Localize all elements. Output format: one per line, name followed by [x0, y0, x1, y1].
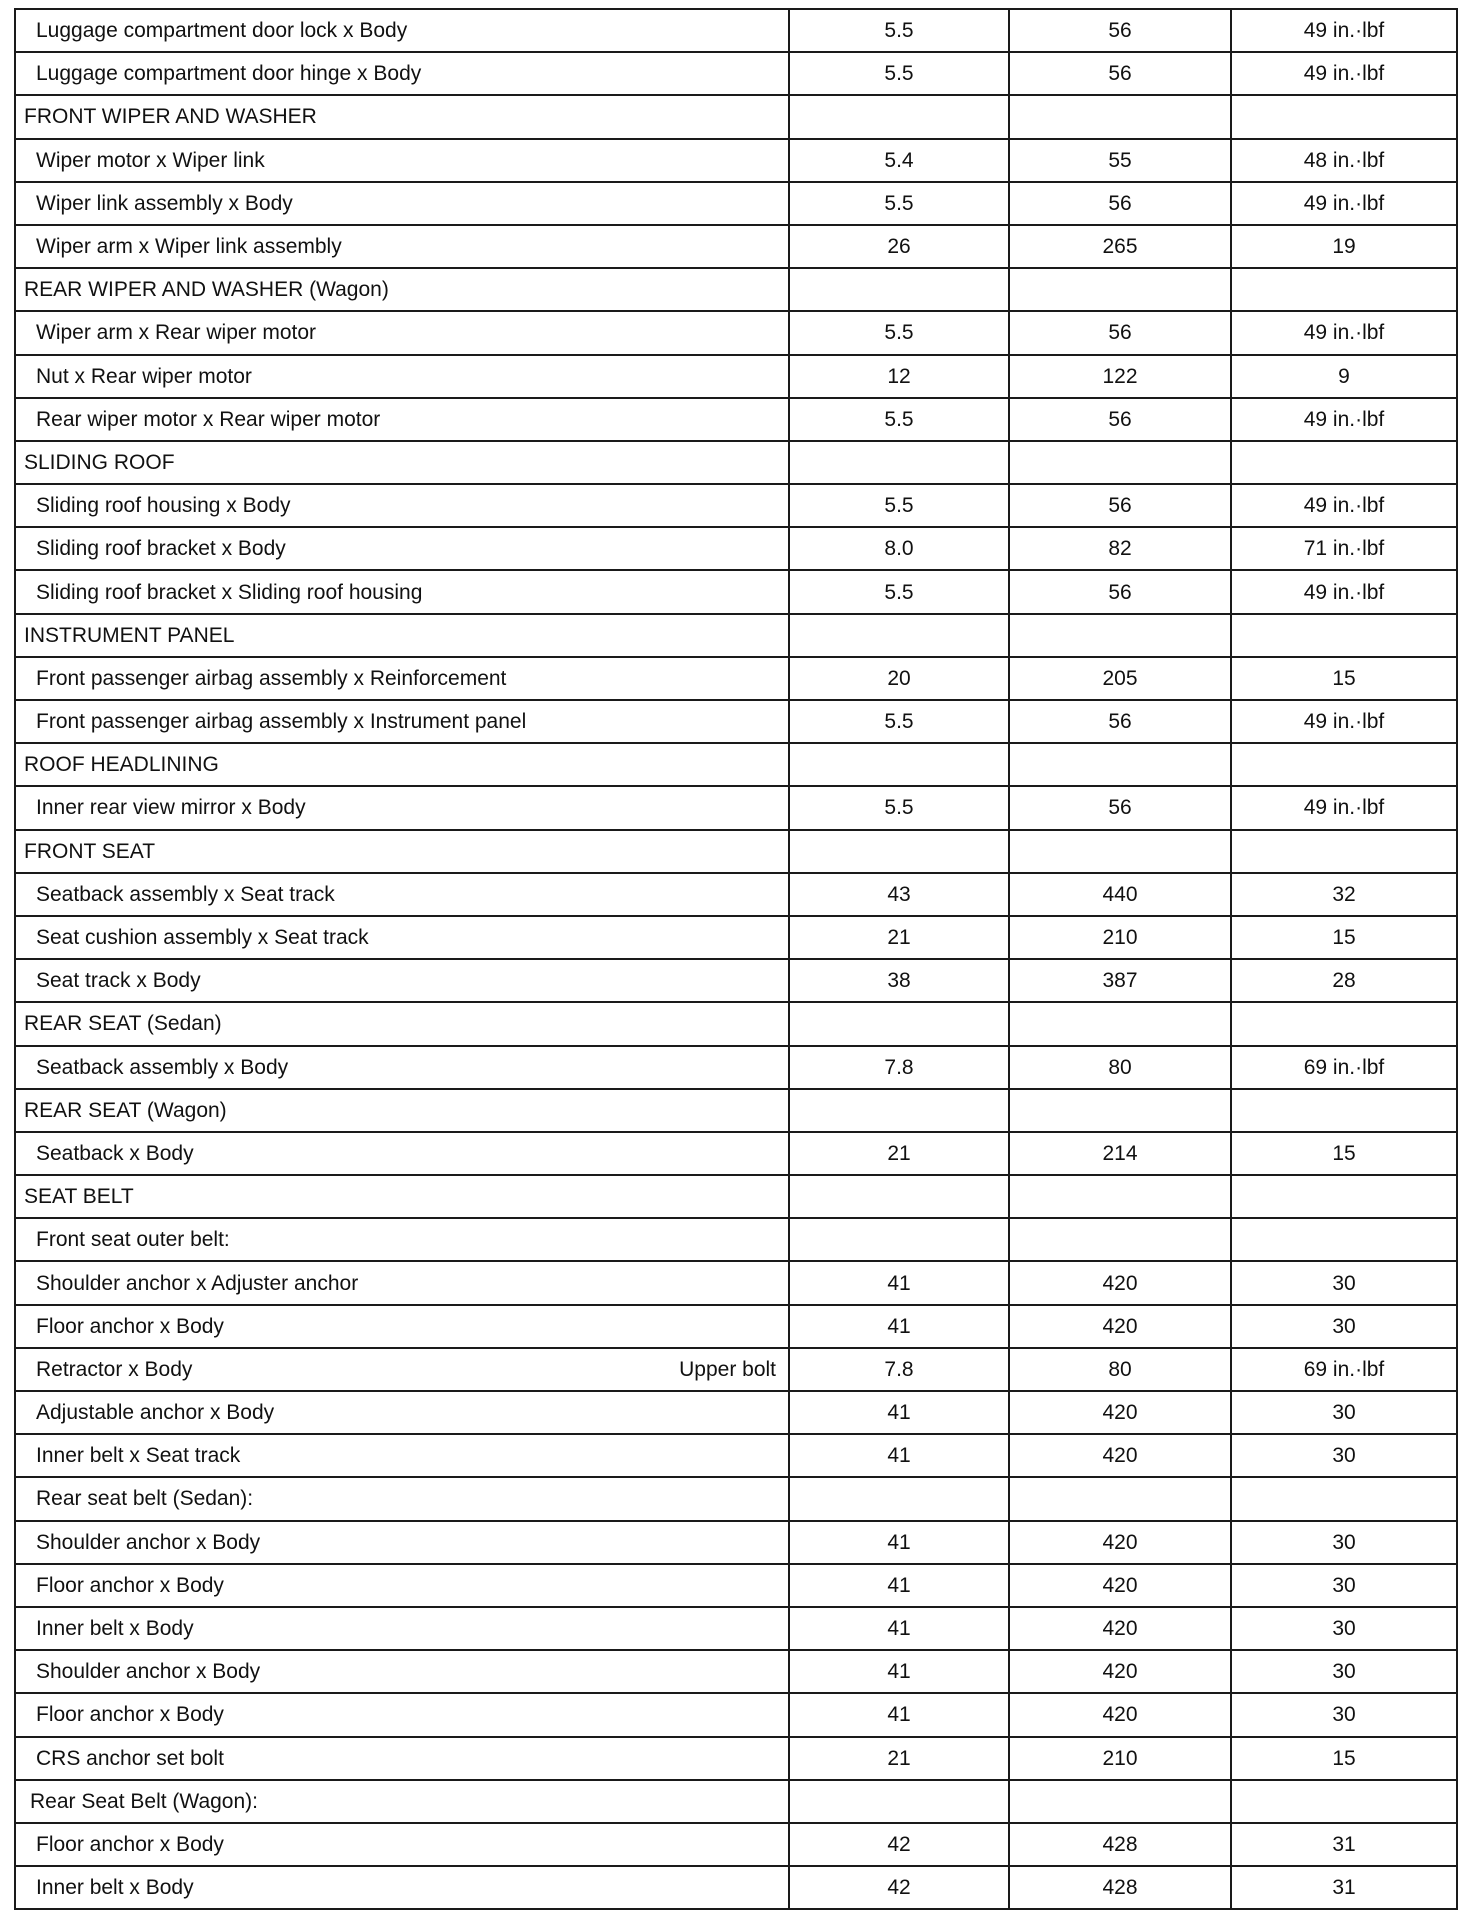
- torque-specification-table: [14, 8, 1458, 1910]
- torque-nm-cell: 5.5: [789, 700, 1009, 743]
- torque-ft-lbf-cell: [1231, 1218, 1457, 1261]
- part-cell: [15, 1434, 789, 1477]
- table-row: [15, 1693, 1457, 1736]
- part-label: Floor anchor x Body: [36, 1832, 224, 1856]
- part-cell: [15, 95, 789, 138]
- torque-kgf-cm-cell: 420: [1009, 1261, 1231, 1304]
- torque-ft-lbf-cell: 49 in.·lbf: [1231, 398, 1457, 441]
- table-row: [15, 1391, 1457, 1434]
- torque-nm-cell: 5.5: [789, 9, 1009, 52]
- part-label: Wiper motor x Wiper link: [36, 148, 265, 172]
- part-cell: [15, 959, 789, 1002]
- torque-ft-lbf-cell: 30: [1231, 1607, 1457, 1650]
- section-title: INSTRUMENT PANEL: [24, 623, 235, 647]
- torque-kgf-cm-cell: 420: [1009, 1434, 1231, 1477]
- torque-kgf-cm-cell: 56: [1009, 182, 1231, 225]
- torque-nm-cell: 41: [789, 1391, 1009, 1434]
- part-cell: [15, 614, 789, 657]
- torque-nm-cell: 41: [789, 1607, 1009, 1650]
- torque-kgf-cm-cell: 80: [1009, 1348, 1231, 1391]
- part-label: Seat track x Body: [36, 969, 201, 993]
- table-row: [15, 484, 1457, 527]
- torque-kgf-cm-cell: [1009, 268, 1231, 311]
- torque-kgf-cm-cell: 56: [1009, 398, 1231, 441]
- table-row: [15, 1823, 1457, 1866]
- torque-kgf-cm-cell: 420: [1009, 1521, 1231, 1564]
- part-cell: [15, 1046, 789, 1089]
- torque-ft-lbf-cell: [1231, 1089, 1457, 1132]
- torque-ft-lbf-cell: 15: [1231, 1737, 1457, 1780]
- part-label: Sliding roof housing x Body: [36, 494, 291, 518]
- torque-ft-lbf-cell: 49 in.·lbf: [1231, 9, 1457, 52]
- table-row: [15, 570, 1457, 613]
- torque-nm-cell: [789, 1002, 1009, 1045]
- table-row: [15, 182, 1457, 225]
- torque-nm-cell: [789, 268, 1009, 311]
- part-label: Seatback assembly x Body: [36, 1055, 289, 1079]
- torque-ft-lbf-cell: [1231, 614, 1457, 657]
- part-cell: [15, 268, 789, 311]
- torque-kgf-cm-cell: 122: [1009, 355, 1231, 398]
- part-label: Rear wiper motor x Rear wiper motor: [36, 407, 381, 431]
- section-header-row: [15, 95, 1457, 138]
- table-row: [15, 9, 1457, 52]
- section-title: REAR WIPER AND WASHER (Wagon): [24, 278, 389, 302]
- torque-ft-lbf-cell: 9: [1231, 355, 1457, 398]
- torque-ft-lbf-cell: 15: [1231, 1132, 1457, 1175]
- torque-ft-lbf-cell: [1231, 1175, 1457, 1218]
- part-cell: [15, 657, 789, 700]
- torque-ft-lbf-cell: [1231, 830, 1457, 873]
- torque-kgf-cm-cell: 55: [1009, 139, 1231, 182]
- part-label: Inner belt x Body: [36, 1876, 194, 1900]
- part-cell: [15, 570, 789, 613]
- torque-ft-lbf-cell: [1231, 95, 1457, 138]
- torque-ft-lbf-cell: 69 in.·lbf: [1231, 1348, 1457, 1391]
- torque-nm-cell: 41: [789, 1564, 1009, 1607]
- part-cell: [15, 1866, 789, 1909]
- table-row: [15, 1866, 1457, 1909]
- section-header-row: [15, 441, 1457, 484]
- part-cell: [15, 1693, 789, 1736]
- table-row: [15, 1607, 1457, 1650]
- torque-ft-lbf-cell: 49 in.·lbf: [1231, 182, 1457, 225]
- torque-nm-cell: [789, 441, 1009, 484]
- torque-ft-lbf-cell: 48 in.·lbf: [1231, 139, 1457, 182]
- part-label: Adjustable anchor x Body: [36, 1401, 275, 1425]
- part-cell: [15, 1780, 789, 1823]
- torque-kgf-cm-cell: 420: [1009, 1564, 1231, 1607]
- torque-kgf-cm-cell: 387: [1009, 959, 1231, 1002]
- torque-ft-lbf-cell: 30: [1231, 1391, 1457, 1434]
- table-row: [15, 700, 1457, 743]
- torque-nm-cell: 41: [789, 1693, 1009, 1736]
- torque-ft-lbf-cell: 49 in.·lbf: [1231, 570, 1457, 613]
- table-row: [15, 1434, 1457, 1477]
- table-row: [15, 1564, 1457, 1607]
- section-title: REAR SEAT (Wagon): [24, 1098, 227, 1122]
- part-cell: [15, 1607, 789, 1650]
- torque-nm-cell: [789, 95, 1009, 138]
- part-cell: [15, 1348, 789, 1391]
- part-label: Wiper arm x Wiper link assembly: [36, 235, 342, 259]
- table-row: [15, 657, 1457, 700]
- part-cell: [15, 916, 789, 959]
- part-cell: [15, 527, 789, 570]
- torque-nm-cell: 26: [789, 225, 1009, 268]
- torque-ft-lbf-cell: 15: [1231, 916, 1457, 959]
- part-cell: [15, 1391, 789, 1434]
- torque-kgf-cm-cell: [1009, 1477, 1231, 1520]
- section-header-row: [15, 1002, 1457, 1045]
- torque-nm-cell: 20: [789, 657, 1009, 700]
- part-label: Floor anchor x Body: [36, 1314, 224, 1338]
- torque-kgf-cm-cell: 428: [1009, 1823, 1231, 1866]
- part-cell: [15, 1218, 789, 1261]
- table-row: [15, 398, 1457, 441]
- part-cell: [15, 52, 789, 95]
- table-row: [15, 1132, 1457, 1175]
- part-cell: [15, 1521, 789, 1564]
- torque-ft-lbf-cell: [1231, 1477, 1457, 1520]
- part-cell: [15, 1175, 789, 1218]
- part-cell: [15, 743, 789, 786]
- torque-nm-cell: 42: [789, 1866, 1009, 1909]
- torque-nm-cell: 41: [789, 1521, 1009, 1564]
- torque-kgf-cm-cell: 56: [1009, 9, 1231, 52]
- torque-nm-cell: [789, 1780, 1009, 1823]
- torque-nm-cell: 21: [789, 1737, 1009, 1780]
- part-cell: [15, 1564, 789, 1607]
- section-header-row: [15, 1089, 1457, 1132]
- torque-kgf-cm-cell: 420: [1009, 1693, 1231, 1736]
- part-label: Sliding roof bracket x Body: [36, 537, 286, 561]
- torque-ft-lbf-cell: 32: [1231, 873, 1457, 916]
- torque-kgf-cm-cell: 56: [1009, 484, 1231, 527]
- torque-nm-cell: 5.5: [789, 182, 1009, 225]
- torque-kgf-cm-cell: 214: [1009, 1132, 1231, 1175]
- torque-table-body: [15, 9, 1457, 1909]
- torque-kgf-cm-cell: 82: [1009, 527, 1231, 570]
- part-cell: [15, 484, 789, 527]
- torque-kgf-cm-cell: [1009, 614, 1231, 657]
- torque-ft-lbf-cell: 30: [1231, 1693, 1457, 1736]
- part-label: Shoulder anchor x Adjuster anchor: [36, 1271, 359, 1295]
- torque-kgf-cm-cell: [1009, 1089, 1231, 1132]
- torque-nm-cell: 42: [789, 1823, 1009, 1866]
- torque-ft-lbf-cell: 30: [1231, 1650, 1457, 1693]
- torque-nm-cell: 5.5: [789, 570, 1009, 613]
- torque-kgf-cm-cell: 210: [1009, 916, 1231, 959]
- part-label: Front passenger airbag assembly x Reinforcement: [36, 666, 507, 690]
- part-cell: [15, 1737, 789, 1780]
- section-title: ROOF HEADLINING: [24, 753, 219, 777]
- torque-nm-cell: 41: [789, 1261, 1009, 1304]
- table-row: [15, 1521, 1457, 1564]
- torque-nm-cell: 7.8: [789, 1046, 1009, 1089]
- part-label: Floor anchor x Body: [36, 1573, 224, 1597]
- part-label: Seatback assembly x Seat track: [36, 882, 335, 906]
- part-label: Luggage compartment door lock x Body: [36, 19, 408, 43]
- torque-kgf-cm-cell: 440: [1009, 873, 1231, 916]
- table-row: [15, 355, 1457, 398]
- torque-kgf-cm-cell: 56: [1009, 570, 1231, 613]
- torque-nm-cell: 43: [789, 873, 1009, 916]
- section-title: REAR SEAT (Sedan): [24, 1012, 222, 1036]
- torque-kgf-cm-cell: 56: [1009, 52, 1231, 95]
- torque-kgf-cm-cell: 56: [1009, 311, 1231, 354]
- table-row: [15, 225, 1457, 268]
- torque-ft-lbf-cell: 71 in.·lbf: [1231, 527, 1457, 570]
- torque-ft-lbf-cell: 49 in.·lbf: [1231, 700, 1457, 743]
- part-cell: [15, 1477, 789, 1520]
- torque-ft-lbf-cell: 15: [1231, 657, 1457, 700]
- part-cell: [15, 9, 789, 52]
- torque-kgf-cm-cell: [1009, 1175, 1231, 1218]
- subsection-header-row: [15, 1477, 1457, 1520]
- torque-nm-cell: 5.5: [789, 484, 1009, 527]
- part-label: Front passenger airbag assembly x Instrument panel: [36, 710, 527, 734]
- part-cell: [15, 1823, 789, 1866]
- torque-ft-lbf-cell: 28: [1231, 959, 1457, 1002]
- section-title: SLIDING ROOF: [24, 450, 175, 474]
- subsection-header-row: [15, 1218, 1457, 1261]
- part-label: Wiper link assembly x Body: [36, 191, 293, 215]
- part-label: Sliding roof bracket x Sliding roof housing: [36, 580, 423, 604]
- torque-ft-lbf-cell: 49 in.·lbf: [1231, 52, 1457, 95]
- torque-ft-lbf-cell: 69 in.·lbf: [1231, 1046, 1457, 1089]
- torque-nm-cell: [789, 1218, 1009, 1261]
- torque-kgf-cm-cell: 420: [1009, 1650, 1231, 1693]
- table-row: [15, 139, 1457, 182]
- torque-ft-lbf-cell: 30: [1231, 1434, 1457, 1477]
- table-row: [15, 916, 1457, 959]
- torque-nm-cell: 41: [789, 1305, 1009, 1348]
- torque-nm-cell: 5.5: [789, 52, 1009, 95]
- table-row: [15, 1737, 1457, 1780]
- torque-nm-cell: 38: [789, 959, 1009, 1002]
- torque-kgf-cm-cell: [1009, 441, 1231, 484]
- table-row: [15, 311, 1457, 354]
- part-cell: [15, 1261, 789, 1304]
- torque-ft-lbf-cell: 31: [1231, 1823, 1457, 1866]
- part-label: Inner belt x Seat track: [36, 1444, 241, 1468]
- part-label: CRS anchor set bolt: [36, 1746, 224, 1770]
- section-title: SEAT BELT: [24, 1185, 134, 1209]
- torque-kgf-cm-cell: [1009, 1218, 1231, 1261]
- part-cell: [15, 830, 789, 873]
- torque-nm-cell: 8.0: [789, 527, 1009, 570]
- torque-nm-cell: 5.5: [789, 786, 1009, 829]
- table-row: [15, 1261, 1457, 1304]
- part-label: Seat cushion assembly x Seat track: [36, 926, 369, 950]
- torque-kgf-cm-cell: 420: [1009, 1305, 1231, 1348]
- part-cell: [15, 441, 789, 484]
- part-cell: [15, 355, 789, 398]
- part-cell: [15, 139, 789, 182]
- torque-nm-cell: 21: [789, 1132, 1009, 1175]
- section-title: Front seat outer belt:: [36, 1228, 230, 1252]
- torque-nm-cell: 12: [789, 355, 1009, 398]
- torque-ft-lbf-cell: 49 in.·lbf: [1231, 786, 1457, 829]
- torque-ft-lbf-cell: 30: [1231, 1521, 1457, 1564]
- part-label: Wiper arm x Rear wiper motor: [36, 321, 317, 345]
- table-row: [15, 1046, 1457, 1089]
- part-cell: [15, 1089, 789, 1132]
- torque-nm-cell: 41: [789, 1650, 1009, 1693]
- torque-nm-cell: 5.5: [789, 398, 1009, 441]
- section-title: FRONT SEAT: [24, 839, 156, 863]
- torque-nm-cell: [789, 1175, 1009, 1218]
- torque-nm-cell: [789, 743, 1009, 786]
- torque-nm-cell: [789, 830, 1009, 873]
- torque-kgf-cm-cell: 420: [1009, 1607, 1231, 1650]
- section-header-row: [15, 268, 1457, 311]
- part-label: Nut x Rear wiper motor: [36, 364, 252, 388]
- torque-nm-cell: [789, 614, 1009, 657]
- part-cell: [15, 1002, 789, 1045]
- table-row: [15, 959, 1457, 1002]
- section-header-row: [15, 743, 1457, 786]
- table-row: [15, 52, 1457, 95]
- torque-ft-lbf-cell: [1231, 268, 1457, 311]
- torque-kgf-cm-cell: [1009, 1002, 1231, 1045]
- table-row: [15, 1305, 1457, 1348]
- torque-kgf-cm-cell: [1009, 743, 1231, 786]
- torque-kgf-cm-cell: 56: [1009, 786, 1231, 829]
- torque-ft-lbf-cell: [1231, 441, 1457, 484]
- part-cell-content: [36, 1359, 778, 1380]
- part-cell: [15, 398, 789, 441]
- torque-nm-cell: 7.8: [789, 1348, 1009, 1391]
- part-label: Shoulder anchor x Body: [36, 1530, 261, 1554]
- section-title: Rear Seat Belt (Wagon):: [30, 1789, 258, 1813]
- part-note: Upper bolt: [679, 1357, 776, 1381]
- torque-kgf-cm-cell: [1009, 830, 1231, 873]
- part-cell: [15, 1650, 789, 1693]
- torque-nm-cell: [789, 1089, 1009, 1132]
- part-label: Inner belt x Body: [36, 1617, 194, 1641]
- part-cell: [15, 1305, 789, 1348]
- table-row: [15, 1348, 1457, 1391]
- part-cell: [15, 1132, 789, 1175]
- torque-kgf-cm-cell: 428: [1009, 1866, 1231, 1909]
- part-label: Seatback x Body: [36, 1141, 194, 1165]
- torque-ft-lbf-cell: [1231, 743, 1457, 786]
- part-cell: [15, 700, 789, 743]
- torque-kgf-cm-cell: 210: [1009, 1737, 1231, 1780]
- torque-nm-cell: 21: [789, 916, 1009, 959]
- torque-ft-lbf-cell: 30: [1231, 1564, 1457, 1607]
- part-cell: [15, 786, 789, 829]
- torque-kgf-cm-cell: 56: [1009, 700, 1231, 743]
- torque-kgf-cm-cell: 265: [1009, 225, 1231, 268]
- part-cell: [15, 873, 789, 916]
- torque-ft-lbf-cell: 30: [1231, 1305, 1457, 1348]
- section-title: FRONT WIPER AND WASHER: [24, 105, 317, 129]
- torque-ft-lbf-cell: 49 in.·lbf: [1231, 311, 1457, 354]
- part-label: Shoulder anchor x Body: [36, 1660, 261, 1684]
- torque-ft-lbf-cell: 30: [1231, 1261, 1457, 1304]
- section-header-row: [15, 1175, 1457, 1218]
- part-cell: [15, 182, 789, 225]
- part-label: Inner rear view mirror x Body: [36, 796, 306, 820]
- table-row: [15, 527, 1457, 570]
- torque-kgf-cm-cell: 80: [1009, 1046, 1231, 1089]
- torque-nm-cell: 5.5: [789, 311, 1009, 354]
- part-label: Floor anchor x Body: [36, 1703, 224, 1727]
- torque-kgf-cm-cell: 205: [1009, 657, 1231, 700]
- section-header-row: [15, 830, 1457, 873]
- torque-ft-lbf-cell: [1231, 1002, 1457, 1045]
- torque-kgf-cm-cell: 420: [1009, 1391, 1231, 1434]
- subsection-header-row: [15, 1780, 1457, 1823]
- torque-nm-cell: 41: [789, 1434, 1009, 1477]
- torque-ft-lbf-cell: 49 in.·lbf: [1231, 484, 1457, 527]
- section-title: Rear seat belt (Sedan):: [36, 1487, 254, 1511]
- part-label: Retractor x Body: [36, 1357, 193, 1381]
- torque-nm-cell: 5.4: [789, 139, 1009, 182]
- part-label: Luggage compartment door hinge x Body: [36, 62, 422, 86]
- table-row: [15, 873, 1457, 916]
- section-header-row: [15, 614, 1457, 657]
- torque-ft-lbf-cell: [1231, 1780, 1457, 1823]
- torque-nm-cell: [789, 1477, 1009, 1520]
- part-cell: [15, 311, 789, 354]
- table-row: [15, 786, 1457, 829]
- torque-ft-lbf-cell: 19: [1231, 225, 1457, 268]
- torque-ft-lbf-cell: 31: [1231, 1866, 1457, 1909]
- torque-kgf-cm-cell: [1009, 1780, 1231, 1823]
- part-cell: [15, 225, 789, 268]
- torque-kgf-cm-cell: [1009, 95, 1231, 138]
- table-row: [15, 1650, 1457, 1693]
